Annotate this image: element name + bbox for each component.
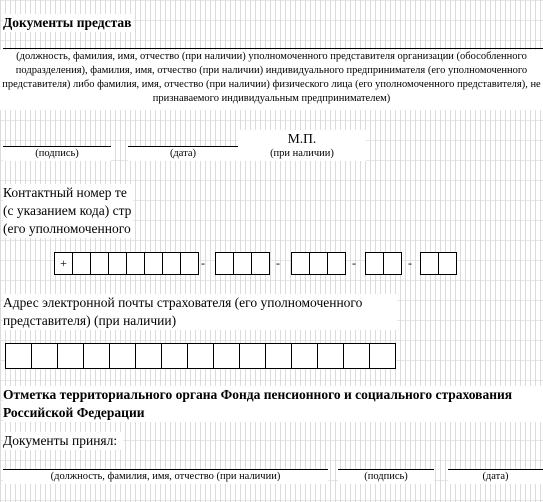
stamp-label: М.П.	[238, 130, 366, 148]
email-char-cell[interactable]	[57, 343, 84, 369]
email-char-cell[interactable]	[291, 343, 318, 369]
phone-digit-cell[interactable]	[291, 252, 310, 275]
phone-digit-cell[interactable]	[365, 252, 384, 275]
contact-phone-label	[3, 184, 133, 238]
phone-number-part-3-cells	[420, 252, 457, 275]
phone-digit-cell[interactable]	[144, 252, 163, 275]
accepted-signature-caption: (подпись)	[338, 470, 434, 484]
phone-digit-cell[interactable]	[72, 252, 91, 275]
contact-phone-label-line-1: Контактный номер те	[3, 185, 127, 200]
phone-digit-cell[interactable]	[383, 252, 402, 275]
phone-digit-cell[interactable]	[438, 252, 457, 275]
phone-number-part-2-cells	[365, 252, 402, 275]
phone-digit-cell[interactable]	[180, 252, 199, 275]
documents-accepted-label: Документы принял:	[3, 432, 123, 450]
email-char-cell[interactable]	[161, 343, 188, 369]
date-caption: (дата)	[128, 147, 238, 161]
stamp-caption: (при наличии)	[238, 147, 366, 161]
email-char-cell[interactable]	[135, 343, 162, 369]
email-label: Адрес электронной почты страхователя (его уполномоченного представителя) (при наличии)	[3, 294, 397, 330]
phone-digit-cell[interactable]	[420, 252, 439, 275]
email-char-cell[interactable]	[5, 343, 32, 369]
contact-phone-label-line-2: (с указанием кода) стр	[3, 203, 132, 218]
phone-digit-cell[interactable]	[327, 252, 346, 275]
phone-plus-cell: +	[54, 252, 73, 275]
phone-digit-cell[interactable]	[108, 252, 127, 275]
email-char-cell[interactable]	[213, 343, 240, 369]
phone-separator: -	[408, 256, 412, 270]
email-char-cell[interactable]	[343, 343, 370, 369]
email-cells	[5, 343, 396, 369]
phone-country-code-cells	[54, 252, 199, 275]
phone-separator: -	[276, 256, 280, 270]
phone-digit-cell[interactable]	[126, 252, 145, 275]
email-char-cell[interactable]	[109, 343, 136, 369]
phone-separator: -	[201, 256, 205, 270]
email-char-cell[interactable]	[317, 343, 344, 369]
accepted-date-caption: (дата)	[448, 470, 543, 484]
representative-line	[3, 48, 543, 49]
email-char-cell[interactable]	[369, 343, 396, 369]
territorial-mark-heading: Отметка территориального органа Фонда пенсионного и социального страхования Российской Федерации	[3, 386, 543, 422]
email-char-cell[interactable]	[187, 343, 214, 369]
phone-number-part-1-cells	[291, 252, 346, 275]
signature-caption: (подпись)	[3, 147, 111, 161]
phone-digit-cell[interactable]	[233, 252, 252, 275]
contact-phone-label-line-3: (его уполномоченного	[3, 221, 131, 236]
docs-header: Документы представ	[3, 15, 132, 30]
representative-caption: (должность, фамилия, имя, отчество (при наличии) уполномоченного представителя организации (обособленного подразделения), фамилия, имя, отчество (при наличии) индивидуального предпринимателя (его уполномоченного представителя) либо фамилия, имя, отчество (при наличии) физического лица (его уполномоченного представителя), не признаваемого индивидуальным предпринимателем)	[0, 50, 543, 110]
phone-digit-cell[interactable]	[90, 252, 109, 275]
phone-digit-cell[interactable]	[251, 252, 270, 275]
phone-digit-cell[interactable]	[162, 252, 181, 275]
phone-digit-cell[interactable]	[215, 252, 234, 275]
phone-area-code-cells	[215, 252, 270, 275]
accepted-position-caption: (должность, фамилия, имя, отчество (при наличии)	[3, 470, 328, 484]
phone-separator: -	[352, 256, 356, 270]
email-char-cell[interactable]	[239, 343, 266, 369]
phone-digit-cell[interactable]	[309, 252, 328, 275]
email-char-cell[interactable]	[31, 343, 58, 369]
email-char-cell[interactable]	[265, 343, 292, 369]
email-char-cell[interactable]	[83, 343, 110, 369]
